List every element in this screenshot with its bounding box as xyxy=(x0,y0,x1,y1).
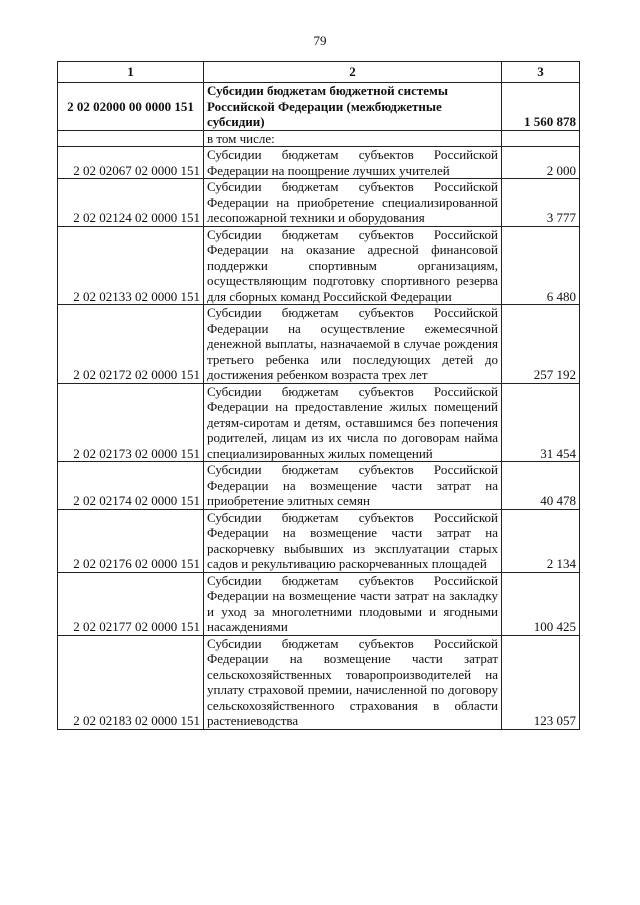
row-name: Субсидии бюджетам субъектов Российской Федерации на возмещение части затрат на приобретение элитных семян xyxy=(204,462,502,510)
row-name: Субсидии бюджетам субъектов Российской Федерации на предоставление жилых помещений детям-сиротам и детям, оставшимся без попечения родителей, лицам из их числа по договорам найма специализированных жилых помещений xyxy=(204,383,502,462)
column-header-1: 1 xyxy=(58,62,204,83)
row-name: Субсидии бюджетам субъектов Российской Федерации на возмещение части затрат на закладку и уход за многолетними плодовыми и ягодными насаждениями xyxy=(204,572,502,635)
row-value: 40 478 xyxy=(502,462,580,510)
column-header-3: 3 xyxy=(502,62,580,83)
total-name: Субсидии бюджетам бюджетной системы Российской Федерации (межбюджетные субсидии) xyxy=(204,83,502,131)
table-row xyxy=(58,572,580,635)
table-header-row xyxy=(58,62,580,83)
row-name: Субсидии бюджетам субъектов Российской Федерации на возмещение части затрат на раскорчевку выбывших из эксплуатации старых садов и рекультивацию раскорчеванных площадей xyxy=(204,509,502,572)
row-value: 3 777 xyxy=(502,179,580,227)
row-value: 31 454 xyxy=(502,383,580,462)
table-row xyxy=(58,635,580,729)
page-number: 79 xyxy=(313,33,327,48)
row-code: 2 02 02124 02 0000 151 xyxy=(58,179,204,227)
row-value: 123 057 xyxy=(502,635,580,729)
total-code: 2 02 02000 00 0000 151 xyxy=(58,83,204,131)
budget-table xyxy=(57,61,580,730)
row-code: 2 02 02173 02 0000 151 xyxy=(58,383,204,462)
row-value: 100 425 xyxy=(502,572,580,635)
row-name: Субсидии бюджетам субъектов Российской Федерации на приобретение специализированной лесопожарной техники и оборудования xyxy=(204,179,502,227)
subheading-text: в том числе: xyxy=(204,130,502,147)
table-row xyxy=(58,179,580,227)
row-code: 2 02 02067 02 0000 151 xyxy=(58,147,204,179)
row-name: Субсидии бюджетам субъектов Российской Федерации на осуществление ежемесячной денежной выплаты, назначаемой в случае рождения третьего ребенка или последующих детей до достижения ребенком возраста трех лет xyxy=(204,305,502,384)
table-row xyxy=(58,383,580,462)
row-code: 2 02 02172 02 0000 151 xyxy=(58,305,204,384)
column-header-2: 2 xyxy=(204,62,502,83)
table-row xyxy=(58,147,580,179)
subheading-empty-code xyxy=(58,130,204,147)
table-row xyxy=(58,226,580,305)
table-row xyxy=(58,305,580,384)
row-value: 6 480 xyxy=(502,226,580,305)
row-value: 2 000 xyxy=(502,147,580,179)
row-name: Субсидии бюджетам субъектов Российской Федерации на поощрение лучших учителей xyxy=(204,147,502,179)
subheading-row xyxy=(58,130,580,147)
row-code: 2 02 02174 02 0000 151 xyxy=(58,462,204,510)
table-row xyxy=(58,509,580,572)
table-row xyxy=(58,462,580,510)
row-value: 2 134 xyxy=(502,509,580,572)
row-code: 2 02 02133 02 0000 151 xyxy=(58,226,204,305)
row-code: 2 02 02177 02 0000 151 xyxy=(58,572,204,635)
row-code: 2 02 02183 02 0000 151 xyxy=(58,635,204,729)
row-name: Субсидии бюджетам субъектов Российской Федерации на оказание адресной финансовой поддержки спортивным организациям, осуществляющим подготовку спортивного резерва для сборных команд Российской Федерации xyxy=(204,226,502,305)
subheading-empty-value xyxy=(502,130,580,147)
total-value: 1 560 878 xyxy=(502,83,580,131)
row-value: 257 192 xyxy=(502,305,580,384)
row-name: Субсидии бюджетам субъектов Российской Федерации на возмещение части затрат сельскохозяйственных товаропроизводителей на уплату страховой премии, начисленной по договору сельскохозяйственного страхования в области растениеводства xyxy=(204,635,502,729)
row-code: 2 02 02176 02 0000 151 xyxy=(58,509,204,572)
total-row xyxy=(58,83,580,131)
